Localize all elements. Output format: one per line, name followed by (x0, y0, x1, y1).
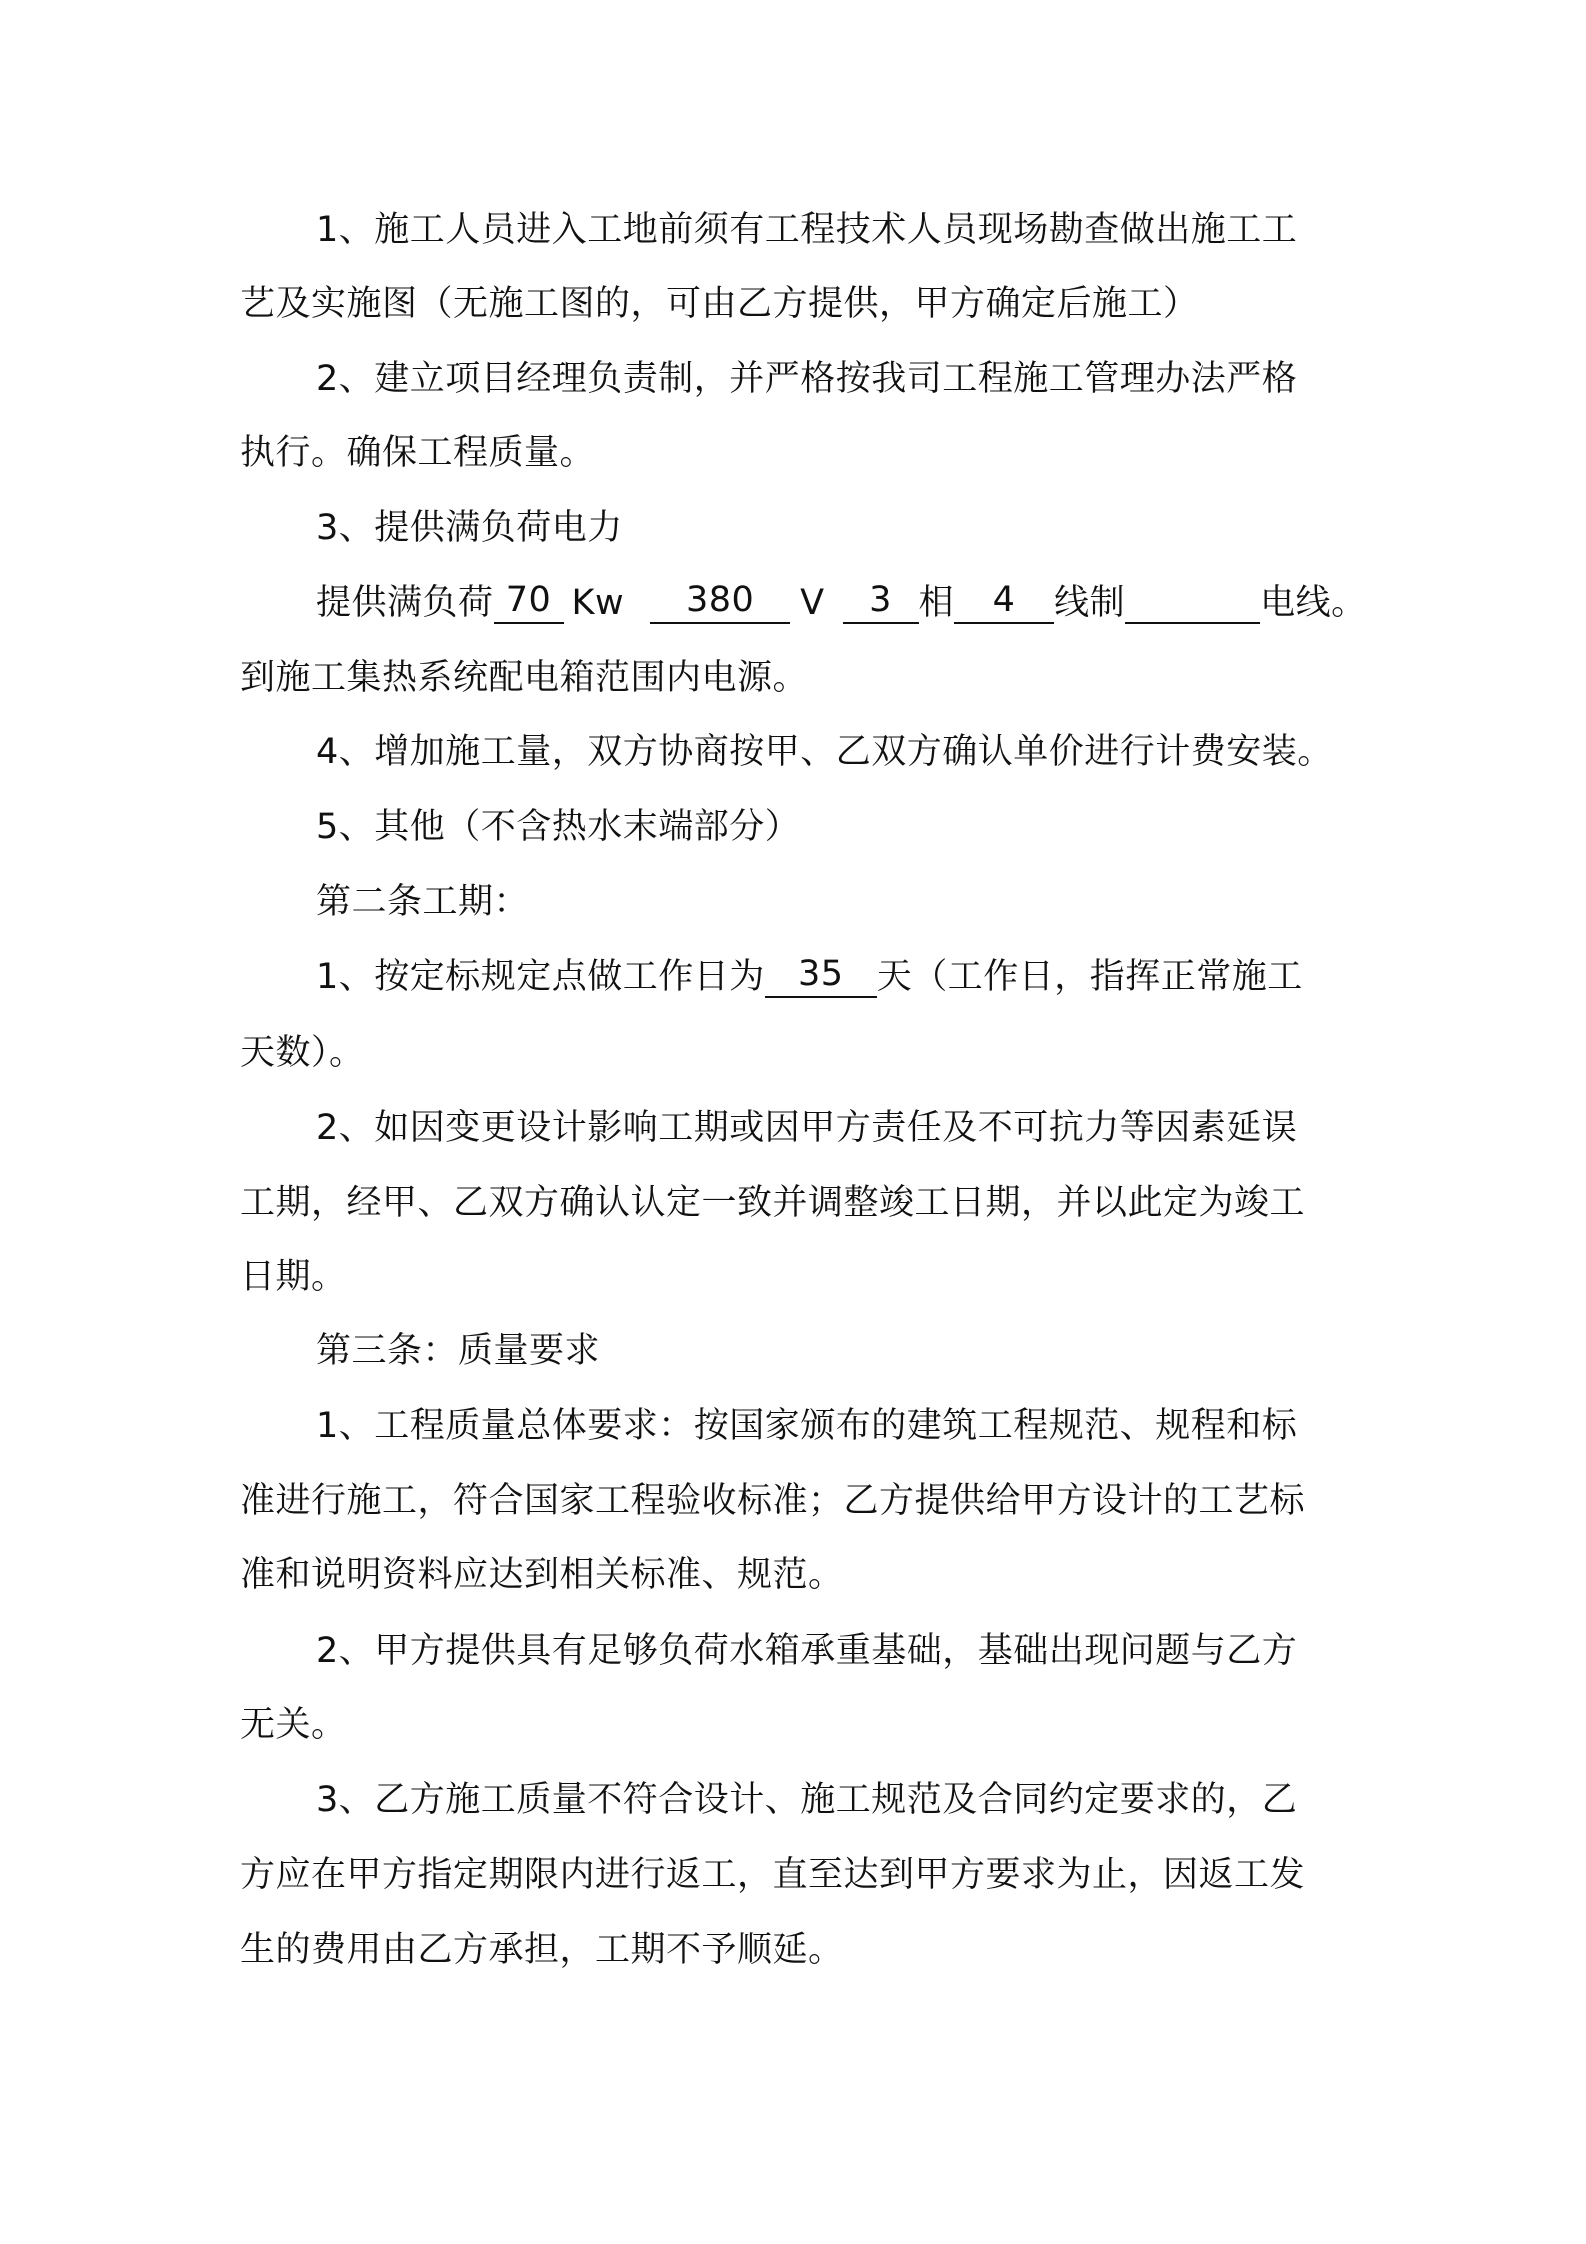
phase-unit-text: 相 (918, 583, 955, 623)
text-line: 1、工程质量总体要求：按国家颁布的建筑工程规范、规程和标 (316, 1406, 1298, 1446)
section-heading: 第二条工期： (316, 882, 530, 922)
voltage-value-blank: 380 (650, 580, 790, 624)
text-line: 方应在甲方指定期限内进行返工，直至达到甲方要求为止，因返工发 (240, 1855, 1306, 1895)
power-lead-text: 提供满负荷 (316, 583, 494, 623)
section-heading: 第三条：质量要求 (316, 1331, 601, 1371)
power-supply-line (316, 580, 1367, 626)
text-line: 生的费用由乙方承担，工期不予顺延。 (240, 1930, 844, 1970)
workdays-line (316, 954, 1303, 1000)
text-line: 2、建立项目经理负责制，并严格按我司工程施工管理办法严格 (316, 359, 1298, 399)
workdays-value-blank: 35 (765, 954, 877, 998)
text-line: 天数）。 (240, 1033, 365, 1073)
text-line: 无关。 (240, 1705, 347, 1745)
text-line: 工期，经甲、乙双方确认认定一致并调整竣工日期，并以此定为竣工 (240, 1183, 1306, 1223)
text-line: 艺及实施图（无施工图的，可由乙方提供，甲方确定后施工） (240, 284, 1199, 324)
kw-value-blank: 70 (494, 580, 564, 624)
text-line: 3、乙方施工质量不符合设计、施工规范及合同约定要求的，乙 (316, 1780, 1298, 1820)
text-line: 准和说明资料应达到相关标准、规范。 (240, 1555, 844, 1595)
wire-unit-text: 线制 (1054, 583, 1126, 623)
kw-unit-text: Kw (571, 583, 625, 623)
text-line: 2、如因变更设计影响工期或因甲方责任及不可抗力等因素延误 (316, 1108, 1298, 1148)
wire-value-blank: 4 (954, 580, 1054, 624)
text-line: 1、施工人员进入工地前须有工程技术人员现场勘查做出施工工 (316, 210, 1298, 250)
text-line: 执行。确保工程质量。 (240, 433, 596, 473)
text-line: 3、提供满负荷电力 (316, 508, 623, 548)
phase-value-blank: 3 (843, 580, 919, 624)
extra-blank (1125, 580, 1260, 624)
workdays-lead-text: 1、按定标规定点做工作日为 (316, 957, 765, 997)
power-tail-text: 电线。 (1260, 583, 1367, 623)
text-line: 5、其他（不含热水末端部分） (316, 807, 801, 847)
text-line: 到施工集热系统配电箱范围内电源。 (240, 658, 809, 698)
text-line: 日期。 (240, 1257, 347, 1297)
workdays-tail-text: 天（工作日，指挥正常施工 (876, 957, 1303, 997)
text-line: 4、增加施工量，双方协商按甲、乙双方确认单价进行计费安装。 (316, 732, 1333, 772)
text-line: 准进行施工，符合国家工程验收标准；乙方提供给甲方设计的工艺标 (240, 1481, 1306, 1521)
text-line: 2、甲方提供具有足够负荷水箱承重基础，基础出现问题与乙方 (316, 1631, 1298, 1671)
voltage-unit-text: V (800, 583, 825, 623)
